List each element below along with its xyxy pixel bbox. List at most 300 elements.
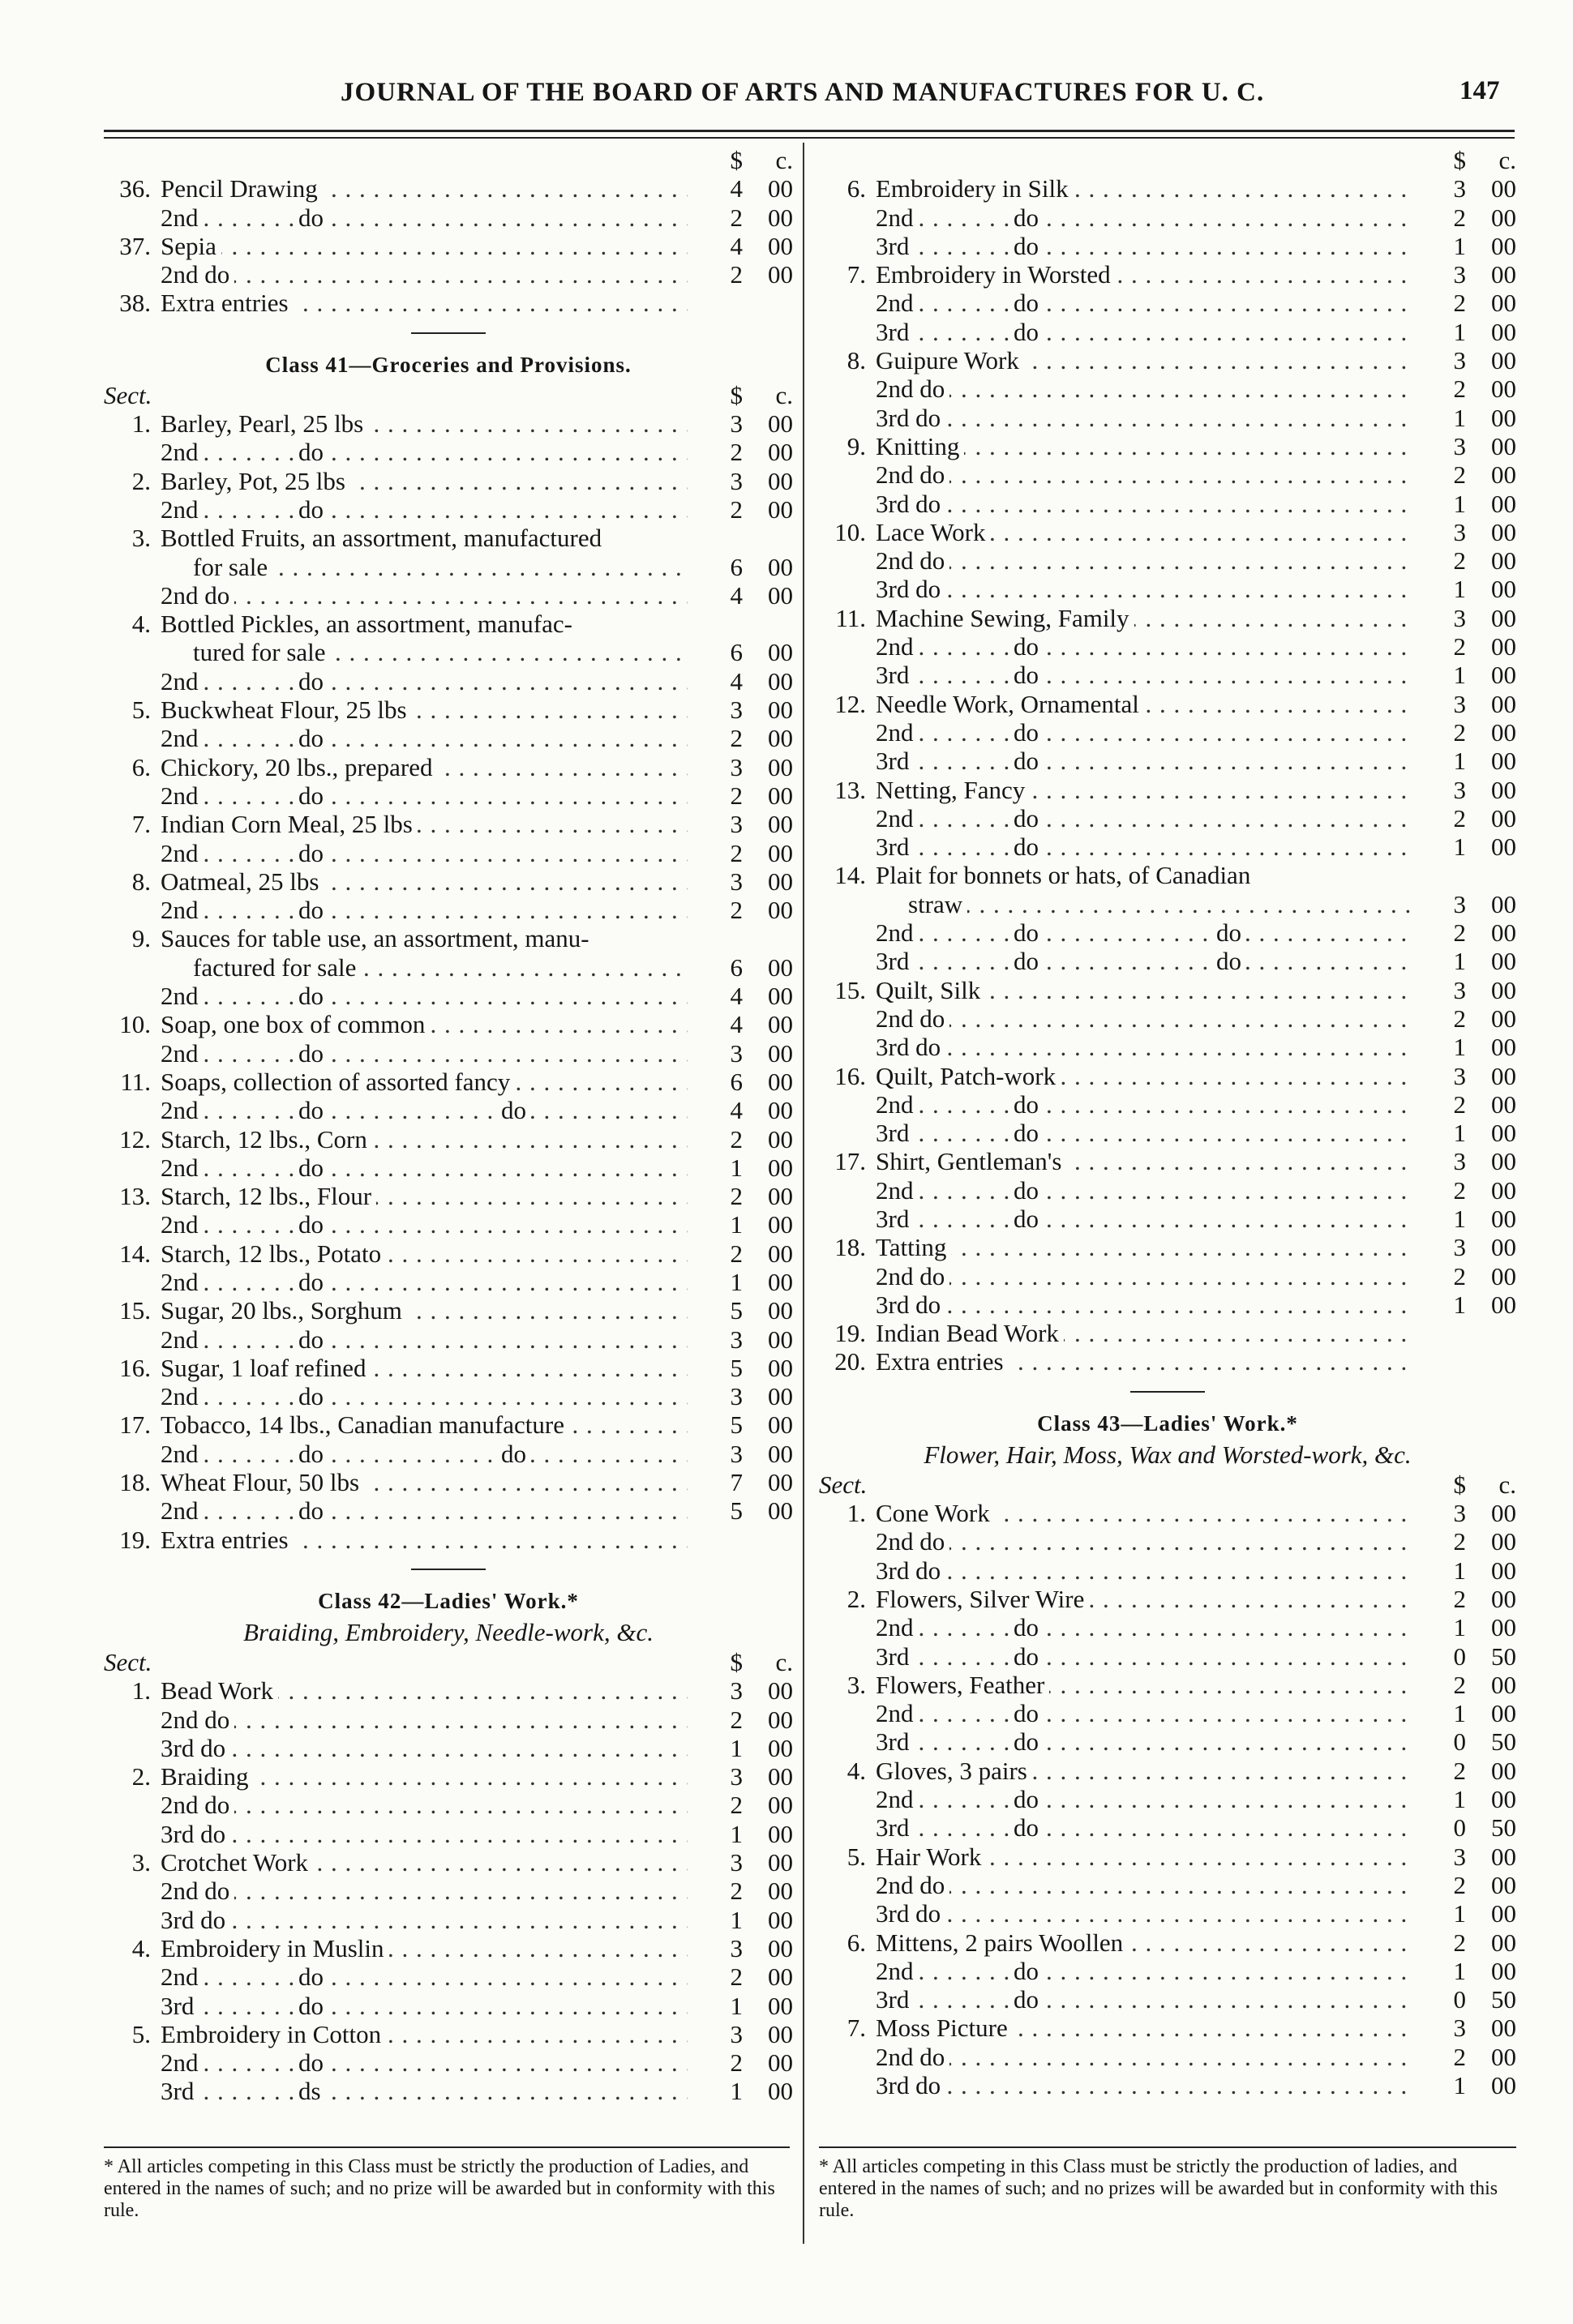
list-item xyxy=(104,953,793,982)
list-item xyxy=(819,947,1516,975)
prize-amount xyxy=(1419,861,1516,889)
list-item xyxy=(819,1613,1516,1641)
item-text: 2nd xyxy=(161,1962,204,1991)
prize-amount xyxy=(696,1125,793,1153)
prize-dollars: 3 xyxy=(1453,174,1466,203)
item-text: 2nd xyxy=(876,1090,919,1119)
sect-label: Sect. xyxy=(104,380,152,409)
list-item xyxy=(819,1147,1516,1175)
item-text: factured for sale xyxy=(193,953,361,982)
prize-dollars: 1 xyxy=(1453,231,1466,260)
prize-dollars: 3 xyxy=(1453,1061,1466,1090)
prize-amount xyxy=(1419,1290,1516,1319)
ditto-mark: do xyxy=(1014,232,1044,260)
item-text: straw xyxy=(908,890,967,918)
prize-amount xyxy=(1419,1176,1516,1205)
prize-dollars: 3 xyxy=(730,466,743,495)
item-label xyxy=(876,1899,1411,1928)
item-text: 2nd xyxy=(161,1153,204,1182)
item-label xyxy=(876,1290,1411,1319)
prize-amount xyxy=(696,1762,793,1791)
item-label xyxy=(876,1556,1411,1585)
cent-sign: c. xyxy=(1498,1470,1516,1499)
prize-cents: 00 xyxy=(1491,947,1516,976)
list-item xyxy=(819,1004,1516,1033)
prize-amount xyxy=(696,781,793,810)
prize-amount xyxy=(1419,718,1516,747)
item-text: 3rd xyxy=(161,1992,199,2020)
item-label xyxy=(876,690,1411,718)
ditto-mark: do xyxy=(1014,832,1044,861)
item-label xyxy=(161,753,688,781)
list-item xyxy=(819,460,1516,489)
item-number: 11. xyxy=(120,1067,151,1096)
dollar-sign: $ xyxy=(730,1647,743,1676)
item-label xyxy=(161,1153,688,1182)
item-text: 3rd do xyxy=(876,1556,945,1585)
prize-dollars: 0 xyxy=(1453,1641,1466,1671)
prize-dollars: 6 xyxy=(730,952,743,982)
prize-amount xyxy=(696,1877,793,1905)
prize-cents: 00 xyxy=(768,1267,793,1296)
prize-amount xyxy=(696,1096,793,1124)
prize-amount xyxy=(1419,1556,1516,1585)
prize-amount xyxy=(696,495,793,524)
item-label xyxy=(876,804,1411,832)
prize-dollars: 2 xyxy=(730,438,743,467)
prize-amount xyxy=(696,1325,793,1354)
item-number: 37. xyxy=(119,231,151,260)
list-item xyxy=(104,1010,793,1038)
item-text: Hair Work xyxy=(876,1843,986,1871)
prize-cents: 00 xyxy=(1491,1233,1516,1262)
prize-dollars: 3 xyxy=(730,1325,743,1354)
item-text: 3rd do xyxy=(876,575,945,603)
list-item xyxy=(104,232,793,260)
item-label xyxy=(161,1382,688,1410)
item-text: 3rd xyxy=(161,2077,199,2105)
prize-amount xyxy=(1419,1119,1516,1147)
item-label xyxy=(161,1440,688,1468)
item-label xyxy=(161,1496,688,1525)
item-label xyxy=(876,947,1411,975)
item-number: 1. xyxy=(847,1499,866,1528)
prize-amount xyxy=(1419,1613,1516,1641)
item-text: 3rd do xyxy=(876,2071,945,2099)
prize-dollars: 2 xyxy=(730,1239,743,1268)
prize-cents: 00 xyxy=(1491,1584,1516,1613)
prize-cents: 00 xyxy=(768,2019,793,2048)
item-label xyxy=(876,374,1411,403)
list-item xyxy=(819,1527,1516,1556)
item-text: 2nd xyxy=(876,1785,919,1813)
currency-header xyxy=(819,1470,1516,1499)
prize-amount xyxy=(696,1706,793,1734)
item-label xyxy=(876,747,1411,775)
prize-dollars: 3 xyxy=(730,1933,743,1962)
prize-cents: 00 xyxy=(1491,517,1516,546)
prize-dollars: 1 xyxy=(1453,1119,1466,1148)
item-label xyxy=(161,1410,688,1439)
item-number: 9. xyxy=(131,924,151,953)
list-item xyxy=(104,724,793,752)
prize-cents: 00 xyxy=(1491,632,1516,661)
prize-amount xyxy=(1419,947,1516,975)
ditto-mark: do xyxy=(298,982,328,1010)
prize-dollars: 3 xyxy=(730,1762,743,1791)
item-text: Knitting xyxy=(876,432,964,460)
item-text: Starch, 12 lbs., Corn xyxy=(161,1125,372,1153)
item-text: 2nd xyxy=(161,495,204,524)
prize-dollars: 6 xyxy=(730,552,743,581)
prize-dollars: 3 xyxy=(730,695,743,725)
prize-dollars: 1 xyxy=(1453,1899,1466,1928)
prize-dollars: 1 xyxy=(730,1733,743,1762)
prize-amount xyxy=(1419,1985,1516,2014)
item-number: 5. xyxy=(847,1842,866,1871)
prize-cents: 00 xyxy=(768,174,793,203)
item-text: Indian Corn Meal, 25 lbs xyxy=(161,810,418,838)
list-item xyxy=(104,1039,793,1068)
list-item xyxy=(819,1033,1516,1061)
item-text: 2nd do xyxy=(876,374,949,403)
class-heading: Class 42—Ladies' Work.* xyxy=(318,1588,579,1613)
item-label xyxy=(161,1676,688,1705)
ditto-mark: do xyxy=(1014,747,1044,775)
prize-dollars: 3 xyxy=(730,2019,743,2048)
item-text: 2nd xyxy=(161,1325,204,1354)
list-item xyxy=(104,1125,793,1153)
ditto-mark: do xyxy=(298,1096,328,1124)
prize-dollars: 2 xyxy=(1453,803,1466,832)
prize-cents: 50 xyxy=(1491,1727,1516,1757)
prize-amount xyxy=(1419,518,1516,546)
list-item xyxy=(819,976,1516,1004)
item-text: 2nd xyxy=(161,1496,204,1525)
ditto-mark: do xyxy=(298,495,328,524)
prize-dollars: 1 xyxy=(730,1267,743,1296)
prize-dollars: 6 xyxy=(730,638,743,667)
prize-cents: 00 xyxy=(768,552,793,581)
prize-cents: 00 xyxy=(1491,1956,1516,1985)
prize-dollars: 2 xyxy=(730,1877,743,1906)
prize-dollars: 0 xyxy=(1453,1727,1466,1757)
item-text: Extra entries xyxy=(876,1347,1009,1376)
item-text: 2nd xyxy=(161,896,204,924)
prize-dollars: 2 xyxy=(730,1962,743,1992)
prize-amount xyxy=(696,232,793,260)
prize-amount xyxy=(1419,976,1516,1004)
list-item xyxy=(104,1496,793,1525)
item-number: 12. xyxy=(119,1124,151,1153)
prize-cents: 00 xyxy=(768,952,793,982)
prize-cents: 00 xyxy=(1491,489,1516,518)
section-rule xyxy=(411,332,486,334)
item-label xyxy=(876,1757,1411,1785)
prize-amount xyxy=(696,1268,793,1296)
item-label xyxy=(876,1062,1411,1090)
prize-cents: 00 xyxy=(768,724,793,753)
item-text: 3rd do xyxy=(876,1290,945,1319)
item-label xyxy=(876,260,1411,289)
ditto-mark: do xyxy=(298,1496,328,1525)
prize-dollars: 3 xyxy=(1453,260,1466,289)
prize-amount xyxy=(1419,690,1516,718)
prize-amount xyxy=(696,810,793,838)
prize-amount xyxy=(1419,460,1516,489)
item-text: Bottled Pickles, an assortment, manufac- xyxy=(161,610,577,638)
sect-label: Sect. xyxy=(819,1470,868,1499)
prize-dollars: 3 xyxy=(1453,1147,1466,1176)
prize-amount xyxy=(696,839,793,867)
list-item xyxy=(819,1585,1516,1613)
ditto-mark: do xyxy=(1014,1785,1044,1813)
item-label xyxy=(161,1992,688,2020)
prize-cents: 00 xyxy=(1491,260,1516,289)
list-item xyxy=(104,1210,793,1239)
dollar-sign: $ xyxy=(730,380,743,409)
item-number: 18. xyxy=(834,1233,866,1262)
prize-cents: 00 xyxy=(768,867,793,896)
prize-amount xyxy=(1419,1813,1516,1842)
list-item xyxy=(104,781,793,810)
prize-cents: 00 xyxy=(768,1325,793,1354)
ditto-mark: do xyxy=(1014,661,1044,689)
class-subheading: Flower, Hair, Moss, Wax and Worsted-work, &c. xyxy=(924,1440,1412,1469)
prize-amount xyxy=(696,260,793,289)
prize-cents: 00 xyxy=(768,260,793,289)
prize-amount xyxy=(1419,776,1516,804)
ditto-mark: do xyxy=(1014,947,1044,975)
prize-cents: 00 xyxy=(768,1933,793,1962)
item-text: tured for sale xyxy=(193,638,331,666)
list-item xyxy=(104,1848,793,1877)
prize-dollars: 3 xyxy=(1453,775,1466,804)
prize-amount xyxy=(1419,2043,1516,2071)
prize-dollars: 1 xyxy=(1453,1204,1466,1233)
item-text: 3rd do xyxy=(161,1906,230,1934)
prize-cents: 00 xyxy=(1491,1870,1516,1899)
currency-header xyxy=(104,1648,793,1676)
currency-units xyxy=(1419,1470,1516,1499)
prize-dollars: 2 xyxy=(730,1791,743,1820)
list-item xyxy=(819,2043,1516,2071)
prize-dollars: 1 xyxy=(1453,1785,1466,1814)
ditto-mark: do xyxy=(298,839,328,867)
prize-amount xyxy=(696,1848,793,1877)
item-label xyxy=(876,404,1411,432)
list-item xyxy=(819,1262,1516,1290)
prize-dollars: 3 xyxy=(730,867,743,896)
prize-dollars: 5 xyxy=(730,1296,743,1325)
ditto-mark: do xyxy=(298,1440,328,1468)
item-label xyxy=(161,610,688,638)
ditto-mark: ds xyxy=(298,2077,326,2105)
prize-amount xyxy=(1419,432,1516,460)
list-item xyxy=(104,553,793,581)
prize-dollars: 2 xyxy=(1453,1870,1466,1899)
item-number: 2. xyxy=(131,1762,151,1791)
item-text: 2nd xyxy=(161,781,204,810)
item-number: 1. xyxy=(131,409,151,439)
prize-amount xyxy=(1419,1957,1516,1985)
item-label xyxy=(876,1319,1411,1347)
list-item xyxy=(819,1985,1516,2014)
prize-cents: 00 xyxy=(768,1676,793,1706)
item-label xyxy=(876,289,1411,317)
prize-amount xyxy=(696,896,793,924)
ditto-mark: do xyxy=(298,1992,328,2020)
prize-amount xyxy=(696,638,793,666)
prize-cents: 00 xyxy=(768,1991,793,2020)
list-item xyxy=(104,174,793,203)
list-item xyxy=(104,495,793,524)
item-text: Lace Work xyxy=(876,518,991,546)
list-item xyxy=(104,1153,793,1182)
prize-amount xyxy=(696,1182,793,1210)
prize-cents: 00 xyxy=(768,1905,793,1934)
prize-dollars: 5 xyxy=(730,1353,743,1382)
prize-cents: 00 xyxy=(768,1153,793,1182)
list-item xyxy=(819,804,1516,832)
item-label xyxy=(161,495,688,524)
prize-amount xyxy=(696,695,793,724)
item-number: 4. xyxy=(131,610,151,639)
item-text: 2nd xyxy=(876,1699,919,1727)
page-number: 147 xyxy=(1459,76,1500,105)
item-label xyxy=(876,918,1411,947)
list-item xyxy=(104,1382,793,1410)
item-label xyxy=(161,1877,688,1905)
item-label xyxy=(876,1699,1411,1727)
list-item xyxy=(819,260,1516,289)
prize-amount xyxy=(696,2020,793,2048)
ditto-mark: do xyxy=(501,1440,531,1468)
prize-amount xyxy=(1419,1727,1516,1756)
prize-cents: 00 xyxy=(768,666,793,695)
item-label xyxy=(161,1906,688,1934)
prize-dollars: 3 xyxy=(730,1676,743,1706)
item-text: 3rd do xyxy=(876,1033,945,1061)
ditto-mark: do xyxy=(1014,1090,1044,1119)
currency-units xyxy=(696,146,793,174)
prize-amount xyxy=(696,1820,793,1848)
prize-amount xyxy=(696,1382,793,1410)
prize-amount xyxy=(696,724,793,752)
prize-amount xyxy=(1419,1699,1516,1727)
item-label xyxy=(876,661,1411,689)
prize-dollars: 2 xyxy=(1453,1584,1466,1613)
prize-cents: 00 xyxy=(768,1439,793,1468)
prize-amount xyxy=(1419,289,1516,317)
prize-dollars: 2 xyxy=(730,260,743,289)
left-column xyxy=(104,146,793,2106)
prize-amount xyxy=(1419,404,1516,432)
list-item xyxy=(819,632,1516,661)
item-label xyxy=(161,695,688,724)
list-item xyxy=(104,867,793,896)
prize-dollars: 1 xyxy=(1453,317,1466,346)
list-item xyxy=(819,1727,1516,1756)
prize-cents: 00 xyxy=(768,695,793,725)
cent-sign: c. xyxy=(775,146,793,174)
prize-dollars: 2 xyxy=(730,494,743,524)
item-number: 36. xyxy=(119,174,151,203)
item-label xyxy=(161,2048,688,2077)
list-item xyxy=(104,1182,793,1210)
list-item xyxy=(819,1119,1516,1147)
item-text: 2nd xyxy=(161,724,204,752)
prize-dollars: 3 xyxy=(1453,2014,1466,2043)
prize-amount xyxy=(696,1468,793,1496)
item-text: Tatting xyxy=(876,1233,951,1261)
list-item xyxy=(104,638,793,666)
list-item xyxy=(819,575,1516,603)
prize-dollars: 1 xyxy=(1453,661,1466,690)
item-number: 16. xyxy=(834,1061,866,1090)
list-item xyxy=(819,546,1516,575)
item-text: Embroidery in Muslin xyxy=(161,1934,389,1962)
prize-dollars: 2 xyxy=(1453,1928,1466,1957)
prize-amount xyxy=(696,1068,793,1096)
item-number: 19. xyxy=(834,1319,866,1348)
prize-cents: 00 xyxy=(768,2048,793,2078)
item-text: 2nd xyxy=(161,2048,204,2077)
prize-cents: 00 xyxy=(1491,603,1516,632)
list-item xyxy=(104,1762,793,1791)
item-label xyxy=(161,1268,688,1296)
prize-amount xyxy=(696,289,793,317)
item-label xyxy=(876,174,1411,203)
list-item xyxy=(819,1319,1516,1347)
item-label xyxy=(161,1096,688,1124)
item-text: Flowers, Silver Wire xyxy=(876,1585,1089,1613)
prize-cents: 00 xyxy=(1491,832,1516,862)
prize-cents: 00 xyxy=(768,1010,793,1039)
prize-amount xyxy=(696,1934,793,1962)
prize-cents: 00 xyxy=(1491,1699,1516,1728)
list-item xyxy=(819,776,1516,804)
prize-cents: 00 xyxy=(1491,1204,1516,1233)
list-item xyxy=(819,374,1516,403)
prize-amount xyxy=(696,1676,793,1705)
prize-amount xyxy=(696,982,793,1010)
prize-dollars: 4 xyxy=(730,666,743,695)
prize-cents: 00 xyxy=(768,1762,793,1791)
prize-amount xyxy=(1419,1785,1516,1813)
prize-dollars: 4 xyxy=(730,1010,743,1039)
prize-amount xyxy=(696,467,793,495)
item-text: Barley, Pot, 25 lbs xyxy=(161,467,350,495)
item-text: Starch, 12 lbs., Potato xyxy=(161,1239,386,1268)
prize-cents: 50 xyxy=(1491,1641,1516,1671)
prize-amount xyxy=(1419,918,1516,947)
prize-cents: 00 xyxy=(768,438,793,467)
prize-dollars: 1 xyxy=(1453,1699,1466,1728)
list-item xyxy=(104,1992,793,2020)
prize-cents: 00 xyxy=(768,1210,793,1239)
prize-amount xyxy=(1419,374,1516,403)
item-label xyxy=(876,518,1411,546)
item-number: 38. xyxy=(119,289,151,318)
item-number: 2. xyxy=(847,1584,866,1613)
item-label xyxy=(876,1147,1411,1175)
list-item xyxy=(104,1934,793,1962)
list-item xyxy=(104,1706,793,1734)
list-item xyxy=(104,467,793,495)
item-label xyxy=(876,546,1411,575)
item-text: Sepia xyxy=(161,232,221,260)
